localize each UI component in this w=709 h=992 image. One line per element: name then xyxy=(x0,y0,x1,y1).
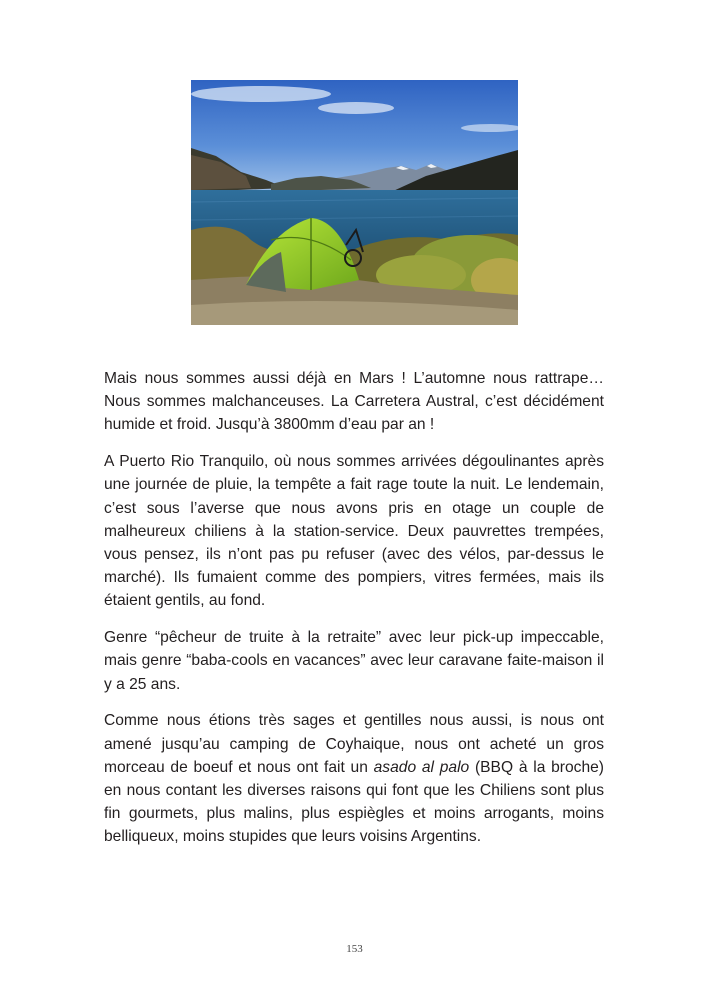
paragraph-2: A Puerto Rio Tranquilo, où nous sommes arrivées dégoulinantes après une journée de pluie, la tempête a fait rage toute la nuit. Le lendemain, c’est sous l’averse que nous avons pris en otage un couple de malheureux chiliens à la station-service. Deux pauvrettes trempées, vous pensez, ils n’ont pas pu refuser (avec des vélos, par-dessus le marché). Ils fumaient comme des pompiers, vitres fermées, mais ils étaient gentils, au fond. xyxy=(104,453,604,610)
paragraph-4-after: (BBQ à la broche) en nous contant les diverses raisons qui font que les Chiliens sont plus fin gourmets, plus malins, plus espiègles et moins arrogants, moins belliqueux, moins stupides que leurs voisins Argentins. xyxy=(104,758,604,846)
asado-emphasis: asado al palo xyxy=(373,758,470,776)
paragraph-1: Mais nous sommes aussi déjà en Mars ! L’automne nous rattrape… Nous sommes malchanceuses. La Carretera Austral, c’est décidément humide et froid. Jusqu’à 3800mm d’eau par an ! xyxy=(104,370,604,434)
body-text xyxy=(104,367,604,862)
paragraph-4 xyxy=(104,709,604,848)
paragraph-3: Genre “pêcheur de truite à la retraite” avec leur pick-up impeccable, mais genre “baba-cools en vacances” avec leur caravane faite-maison il y a 25 ans. xyxy=(104,629,604,693)
lake-tent-photo xyxy=(191,80,518,325)
paragraph-4-before: Comme nous étions très sages et gentilles nous aussi, is nous ont amené jusqu’au camping de Coyhaique, nous ont acheté un gros morceau de boeuf et nous ont fait un xyxy=(104,712,604,776)
page-number: 153 xyxy=(346,943,363,955)
photo-illustration xyxy=(191,80,518,325)
